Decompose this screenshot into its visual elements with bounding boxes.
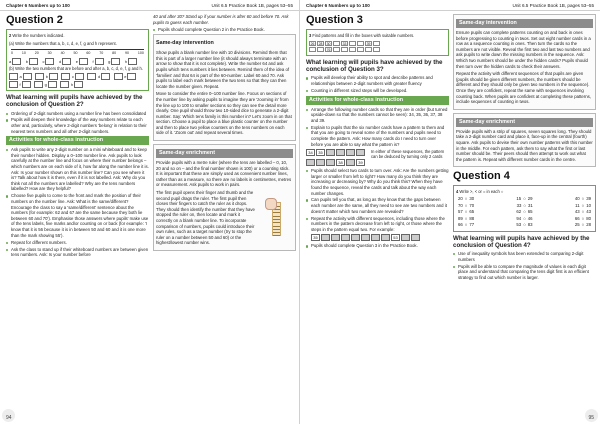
answer-box bbox=[74, 81, 83, 88]
circle-icon: ○ bbox=[500, 189, 504, 195]
pattern-box bbox=[365, 47, 372, 52]
learning-item: Ordering of 2-digit numbers using a number line has been consolidated bbox=[6, 111, 149, 117]
intervention-para: Repeat the activity with different sequences of that pupils are given (pupils should be given different numbers, the numbers should be different and they should only be given two numbers in the sequence). Once they are confident, repeat the same with sequences involving counting back. When pupils are confident at completing these patterns, include sequences of counting in twos. bbox=[456, 71, 591, 105]
question-2-instruction: 2 Write the numbers indicated. bbox=[9, 33, 65, 38]
pattern-box bbox=[333, 41, 340, 46]
practice-book-note bbox=[153, 27, 296, 33]
intervention-heading: Same-day intervention bbox=[456, 19, 593, 28]
activities-heading: Activities for whole-class instruction bbox=[6, 136, 149, 145]
answer-triple bbox=[61, 73, 84, 80]
circle-icon: ○ bbox=[464, 202, 468, 208]
comparison-number: 46 bbox=[527, 215, 533, 221]
comparison-number: 53 bbox=[516, 222, 522, 228]
pattern-box bbox=[349, 47, 356, 52]
answer-letter: e bbox=[75, 58, 78, 64]
answer-box bbox=[19, 81, 31, 88]
activities-heading: Activities for whole-class instruction bbox=[306, 96, 449, 105]
comparison-number: 62 bbox=[516, 209, 522, 215]
learning-title-q2: What learning will pupils have achieved by the conclusion of Question 2? bbox=[6, 94, 143, 109]
circle-icon: ○ bbox=[581, 215, 585, 221]
answer-letter: a bbox=[9, 58, 12, 64]
intervention-para: Ensure pupils can complete patterns counting on and back in ones before progressing to counting in twos. Set out eight number cards in a row as a sequence counting in ones. Then turn the cards so the numbers are not visible. Reveal the first two and last two numbers and ask pupils to write down the missing numbers in the sequence. Ask: Which two numbers should be under the hidden cards? Pupils should then turn over the hidden cards to check their answers. bbox=[456, 30, 591, 69]
comparison-number: 39 bbox=[586, 196, 591, 202]
enrichment-box bbox=[153, 144, 296, 251]
answer-triple bbox=[9, 81, 31, 88]
pattern-box bbox=[349, 41, 356, 46]
comparison-number: 77 bbox=[469, 222, 475, 228]
comparison-number: 66 bbox=[574, 215, 580, 221]
number-card: 38 bbox=[336, 159, 345, 166]
comparison-number: 65 bbox=[527, 209, 533, 215]
comparison-number: 29 bbox=[527, 196, 533, 202]
same-day-intervention-box bbox=[453, 14, 596, 110]
circle-icon: ○ bbox=[464, 196, 468, 202]
learning-title-q4: What learning will pupils have achieved by the conclusion of Question 4? bbox=[453, 234, 590, 249]
comparison-number: 70 bbox=[469, 202, 475, 208]
answer-box bbox=[95, 58, 104, 65]
answer-pair bbox=[92, 58, 104, 65]
activity-item: Ask pupils to write any 2-digit number on a mini whiteboard and to keep their number hidden. Display a 0–100 number line. Ask pupils to look carefully at the number line and focus on where their number belongs – which numbers are on each side of it, how far along the number line it is. Ask: Is your number shown on this number line? Can you see where it is? Talk about how it is there, even if it is not labelled. Ask: Why do you think not all the numbers are labelled? Why are the tens numbers labelled? How are they helpful? bbox=[6, 147, 149, 192]
practice-item: Pupils should complete Question 3 in the Practice Book. bbox=[306, 243, 449, 249]
answer-letter: f bbox=[92, 58, 94, 64]
number-line-label: 100 bbox=[137, 50, 144, 55]
learning-item: Counting in different sized steps will be developed. bbox=[306, 88, 449, 94]
number-line-label: 20 bbox=[34, 50, 39, 55]
comparison-number: 70 bbox=[458, 202, 463, 208]
right-column-2 bbox=[453, 14, 596, 282]
unit-ref: Unit 6.5 Practice Book 1B, pages 53–55 bbox=[512, 3, 594, 8]
pattern-box bbox=[357, 41, 364, 46]
comparison-number: 57 bbox=[458, 209, 463, 215]
intervention-para: Move to consider the entire 0–100 number line. Focus on sections of the number line by asking pupils to imagine they are 'zooming in' from the line up to 100 to smaller sections so they can see the detail more clearly. One pupil should throw two 10-sided dice to generate a 2-digit number. Say: Which tens family is this number in? Let's zoom in on that section. Choose a pupil to place a blue plastic counter on the number and then to place two yellow counters on the tens numbers on each side of it. 'Zoom out' and repeat several times. bbox=[156, 91, 292, 136]
comparison-number: 15 bbox=[516, 196, 522, 202]
left-column-2 bbox=[153, 14, 296, 254]
answer-letter: d bbox=[58, 58, 62, 64]
number-card: 35 bbox=[311, 234, 320, 241]
circle-icon: ○ bbox=[523, 209, 526, 215]
running-header bbox=[0, 0, 299, 11]
activities-list bbox=[6, 147, 149, 257]
answer-triple bbox=[114, 73, 137, 80]
left-column-1 bbox=[6, 14, 149, 259]
answer-box bbox=[29, 58, 38, 65]
number-card bbox=[361, 234, 370, 241]
hand-image bbox=[265, 198, 277, 210]
pattern-row bbox=[309, 41, 446, 46]
comparison-number: 65 bbox=[469, 209, 475, 215]
unit-ref: Unit 6.5 Practice Book 1B, pages 53–55 bbox=[211, 3, 293, 8]
page-number: 94 bbox=[6, 415, 12, 421]
learning-item: Use of inequality symbols has been extended to comparing 2-digit numbers bbox=[453, 251, 596, 262]
pattern-box: 76 bbox=[326, 48, 331, 52]
learning-title-q3: What learning will pupils have achieved by the conclusion of Question 3? bbox=[306, 59, 443, 74]
chapter-title: Chapter 6 Numbers up to 100 bbox=[306, 3, 370, 8]
number-card: 34 bbox=[306, 149, 315, 156]
number-card: 35 bbox=[316, 149, 325, 156]
comparison-number: 80 bbox=[586, 215, 591, 221]
number-card bbox=[321, 234, 330, 241]
number-card: 39 bbox=[356, 159, 365, 166]
pattern-box bbox=[317, 47, 324, 52]
continued-text: 40 and after 30? Stand up if your number is after 60 and before 70. Ask pupils to guess each number. bbox=[153, 14, 289, 25]
circle-icon: ○ bbox=[464, 215, 468, 221]
question-2-title: Question 2 bbox=[6, 14, 63, 26]
activity-item: Repeat for different numbers. bbox=[6, 240, 149, 246]
question-4-title: Question 4 bbox=[453, 170, 510, 183]
enrichment-heading: Same-day enrichment bbox=[456, 118, 593, 127]
learning-list-q2 bbox=[6, 111, 149, 135]
comparison-number: 25 bbox=[574, 222, 580, 228]
enrichment-para: The first pupil opens their finger and thumb and the second pupil drags the ruler. The first pupil then closes their fingers to catch the ruler as it drops. They should then identify the number that they have stopped the ruler on, then locate and mark it correctly on a blank number line. To incorporate comparison of numbers, pupils could introduce their own rules, such as a target number (try to stop the ruler on a number between 50 and 60) or the highest/lowest number wins. bbox=[156, 190, 255, 246]
comparison-row bbox=[456, 222, 593, 229]
card-sequence bbox=[306, 149, 368, 156]
number-card bbox=[411, 234, 420, 241]
answer-letter: e bbox=[124, 73, 127, 79]
answer-box bbox=[9, 73, 18, 80]
answer-letter: h bbox=[70, 81, 74, 87]
comparison-number: 28 bbox=[586, 222, 591, 228]
answer-letter: g bbox=[108, 58, 111, 64]
answer-box bbox=[60, 81, 69, 88]
learning-list-q4 bbox=[453, 251, 596, 280]
number-card bbox=[346, 149, 355, 156]
answer-box bbox=[128, 58, 137, 65]
running-header bbox=[300, 0, 600, 11]
number-line-label: 10 bbox=[21, 50, 26, 55]
right-page bbox=[300, 0, 600, 424]
answer-box bbox=[23, 73, 32, 80]
activity-item: Ask the class to stand up if their whiteboard numbers are between given tens numbers. Ask: Is your number before bbox=[6, 247, 149, 258]
circle-icon: ○ bbox=[581, 202, 585, 208]
pattern-box bbox=[309, 47, 316, 52]
answer-letter: b bbox=[45, 73, 48, 79]
answer-pair bbox=[59, 58, 72, 65]
question-3-title: Question 3 bbox=[306, 14, 363, 26]
learning-item: Pupils will deepen their knowledge of the way numbers relate to each other and, particularly, where 2-digit numbers 'belong' in relation to their nearest tens numbers and all other 2-digit numbers. bbox=[6, 117, 149, 134]
activities-list bbox=[306, 107, 449, 148]
pattern-box bbox=[373, 47, 380, 52]
number-card bbox=[306, 159, 315, 166]
number-line-label: 90 bbox=[125, 50, 130, 55]
number-line-label: 40 bbox=[60, 50, 65, 55]
answer-boxes bbox=[9, 58, 146, 65]
card-sequence bbox=[306, 159, 368, 166]
comparison-number: 43 bbox=[574, 209, 580, 215]
practice-item: Pupils should complete Question 2 in the Practice Book. bbox=[153, 27, 296, 33]
comparison-pair bbox=[516, 222, 532, 229]
pattern-box: 30 bbox=[326, 42, 331, 46]
pattern-box: 26 bbox=[310, 42, 315, 46]
enrichment-box bbox=[453, 113, 596, 168]
answer-letter: c bbox=[42, 58, 45, 64]
number-line-label: 0 bbox=[11, 50, 13, 55]
number-card bbox=[351, 234, 360, 241]
cards-example bbox=[306, 149, 449, 166]
answer-triple bbox=[34, 81, 57, 88]
activity-item: Choose five pupils to come to the front and mark the position of their numbers on the number line. Ask: What is the same/different? Encourage the class to say a 'same/different' sentence about the numbers (for example: 62 and 67 are the same because they both lie between 60 and 70'). Emphasise those answers where pupils' make use of the tens labels, five marks and/or counting on or back (for example: 'I know that it is 56 because it is in between 50 and 60 and it is one more than the mark showing 55'). bbox=[6, 193, 149, 238]
answer-box bbox=[101, 73, 110, 80]
answer-triple bbox=[35, 73, 58, 80]
pattern-box: 33 bbox=[342, 42, 347, 46]
answer-box bbox=[12, 58, 21, 65]
answer-pair bbox=[125, 58, 138, 65]
page-number: 95 bbox=[588, 415, 594, 421]
answer-pair bbox=[76, 58, 89, 65]
question-4-box bbox=[453, 185, 596, 232]
comparison-number: 10 bbox=[586, 202, 591, 208]
question-3-instruction: 3 Find patterns and fill in the boxes with suitable numbers. bbox=[309, 33, 415, 38]
number-line-label: 60 bbox=[86, 50, 91, 55]
question-2-part-a: (a) Write the numbers that a, b, c, d, e, f, g and h represent. bbox=[9, 41, 117, 46]
answer-triple bbox=[9, 73, 32, 80]
chapter-title: Chapter 6 Numbers up to 100 bbox=[6, 3, 70, 8]
number-card: 53 bbox=[391, 234, 400, 241]
learning-item: Pupils will be able to compare the magnitude of values in each digit place and understand that comparing the tens digit first is an efficient strategy to find out which number is larger. bbox=[453, 264, 596, 281]
answer-triple bbox=[60, 81, 83, 88]
example-sequence bbox=[311, 234, 449, 241]
number-card bbox=[326, 149, 335, 156]
number-card bbox=[356, 149, 365, 156]
comparison-number: 33 bbox=[516, 202, 522, 208]
comparison-number: 30 bbox=[469, 196, 475, 202]
number-card bbox=[381, 234, 390, 241]
answer-pair bbox=[9, 58, 22, 65]
pattern-box: 39 bbox=[366, 42, 371, 46]
comparison-number: 94 bbox=[516, 215, 522, 221]
comparison-number: 43 bbox=[586, 209, 591, 215]
answer-triple bbox=[87, 73, 110, 80]
enrichment-para: Provide pupils with a strip of squares, seven squares long. They should take a 2-digit number card and place it, face-up in the central (fourth) square. Ask pupils to devise their own number patterns with this number in the middle. For each pattern, ask them to say what the first or last number should be. Their peers should then attempt to work out what the pattern is. Repeat with different number cards in the centre. bbox=[456, 128, 593, 162]
enrichment-heading: Same-day enrichment bbox=[156, 149, 293, 158]
comparison-number: 31 bbox=[527, 202, 533, 208]
answer-box bbox=[75, 73, 84, 80]
pattern-box: 28 bbox=[318, 42, 323, 46]
answer-box bbox=[49, 73, 58, 80]
circle-icon: ○ bbox=[523, 222, 526, 228]
practice-book-note bbox=[306, 243, 449, 249]
comparison-grid bbox=[456, 196, 593, 229]
comparison-number: 20 bbox=[458, 196, 463, 202]
number-line-label: 80 bbox=[112, 50, 117, 55]
comparison-number: 83 bbox=[527, 222, 533, 228]
question-4-instruction: 4 Write >, < or = in each ○ bbox=[456, 189, 504, 195]
comparison-number: 66 bbox=[458, 222, 463, 228]
question-2-part-b: (b) Write the two numbers that are before and after a, b, c, d, e, f, g and h. bbox=[9, 66, 143, 72]
number-card bbox=[341, 234, 350, 241]
activity-item: Pupils should select two cards to turn over. Ask: Are the numbers getting larger or smaller from left to right? How many do you think they are increasing or decreasing by? Why do you think this? When they have found the sequence, reveal the cards and talk about the way each number changes. bbox=[306, 168, 449, 196]
right-column-1 bbox=[306, 14, 449, 250]
answer-box bbox=[34, 81, 43, 88]
circle-icon: ○ bbox=[523, 215, 526, 221]
answer-box bbox=[87, 73, 96, 80]
pattern-box bbox=[357, 47, 364, 52]
answer-letter: g bbox=[44, 81, 47, 87]
answer-box bbox=[9, 81, 18, 88]
answer-pair bbox=[42, 58, 55, 65]
answer-box bbox=[61, 73, 70, 80]
number-card bbox=[326, 159, 335, 166]
comparison-number: 40 bbox=[574, 196, 580, 202]
answer-box bbox=[114, 73, 123, 80]
circle-icon: ○ bbox=[523, 202, 526, 208]
answer-letter: h bbox=[124, 58, 128, 64]
answer-pair bbox=[108, 58, 121, 65]
answer-letter: a bbox=[19, 73, 22, 79]
pattern-box bbox=[333, 47, 340, 52]
enrichment-para: Provide pupils with a metre ruler (where the tens are labelled – 0, 10, 20 and so on – and the final number shown is 100) or a counting stick. It is important that these are simply used as convenient number lines, rather than as a measure, so there are no labels in centimetres, metres or measurement. Ask pupils to work in pairs. bbox=[156, 160, 292, 188]
comparison-pair bbox=[575, 222, 591, 229]
activity-item: Repeat the activity with different sequences, including those where the numbers in the pattern decrease from left to right, or those where the steps in the pattern equal two. For example: bbox=[306, 216, 449, 233]
answer-pair bbox=[26, 58, 39, 65]
pattern-row bbox=[309, 47, 446, 52]
number-card bbox=[371, 234, 380, 241]
answer-box bbox=[127, 73, 136, 80]
answer-boxes-b bbox=[9, 73, 146, 88]
activities-list-2 bbox=[306, 168, 449, 232]
circle-icon: ○ bbox=[464, 222, 468, 228]
question-3-box bbox=[306, 29, 449, 56]
number-card bbox=[331, 234, 340, 241]
comparison-pair bbox=[458, 222, 474, 229]
answer-box bbox=[45, 58, 54, 65]
activity-item: Can pupils tell you that, as long as they know that the gaps between each number are the same, all they need to see are two numbers and it doesn't matter which two numbers are revealed? bbox=[306, 197, 449, 214]
answer-letter: f bbox=[19, 81, 21, 87]
number-line-label: 70 bbox=[99, 50, 104, 55]
circle-icon: ○ bbox=[581, 196, 585, 202]
number-card bbox=[336, 149, 345, 156]
same-day-intervention-box bbox=[153, 34, 296, 141]
comparison-number: 11 bbox=[575, 202, 580, 208]
answer-box bbox=[48, 81, 57, 88]
intervention-para: Show pupils a blank number line with 10 divisions. Remind them that this is part of a larger number line (it should always terminate with an arrow to show that it is not complete). Write the number 64 and ask pupils which tens numbers it lies between. Remind them of the idea of 'families' and that 64 is part of the 60-number. Label 60 and 70. Ask pupils to label each mark between the two tens so that they can then locate the number given. Repeat. bbox=[156, 50, 290, 89]
learning-item: Pupils will develop their ability to spot and describe patterns and relationships between 2-digit numbers with greater fluency bbox=[306, 75, 449, 86]
answer-box bbox=[79, 58, 88, 65]
pattern-box bbox=[373, 41, 380, 46]
comparison-number: 89 bbox=[458, 215, 463, 221]
circle-icon: ○ bbox=[523, 196, 526, 202]
number-line-label: 30 bbox=[47, 50, 52, 55]
number-line-label: 50 bbox=[73, 50, 78, 55]
learning-list-q3 bbox=[306, 75, 449, 93]
circle-icon: ○ bbox=[464, 209, 468, 215]
number-card bbox=[346, 159, 355, 166]
answer-letter: b bbox=[25, 58, 28, 64]
circle-icon: ○ bbox=[581, 209, 585, 215]
circle-icon: ○ bbox=[581, 222, 585, 228]
activity-item: Explain to pupils that the six number cards have a pattern to them and that you are going to reveal some of the numbers and pupils need to complete the pattern. Ask: How many cards do I need to turn over before you are able to say what the pattern is? bbox=[306, 125, 449, 147]
activity-item: Arrange the following number cards so that they are in order (but turned upside-down so that the numbers cannot be seen): 34, 35, 36, 37, 38 and 39. bbox=[306, 107, 449, 124]
intervention-heading: Same-day intervention bbox=[156, 40, 214, 47]
pattern-box bbox=[341, 47, 348, 52]
number-line bbox=[11, 49, 144, 56]
question-2-box bbox=[6, 29, 149, 91]
number-card bbox=[316, 159, 325, 166]
comparison-number: 88 bbox=[469, 215, 475, 221]
number-card bbox=[401, 234, 410, 241]
answer-letter: d bbox=[97, 73, 101, 79]
answer-box bbox=[62, 58, 71, 65]
cards-note: In either of these sequences, the pattern can be deduced by turning only 2 cards bbox=[371, 149, 445, 160]
answer-box bbox=[111, 58, 120, 65]
answer-letter: c bbox=[71, 73, 74, 79]
answer-box bbox=[35, 73, 44, 80]
